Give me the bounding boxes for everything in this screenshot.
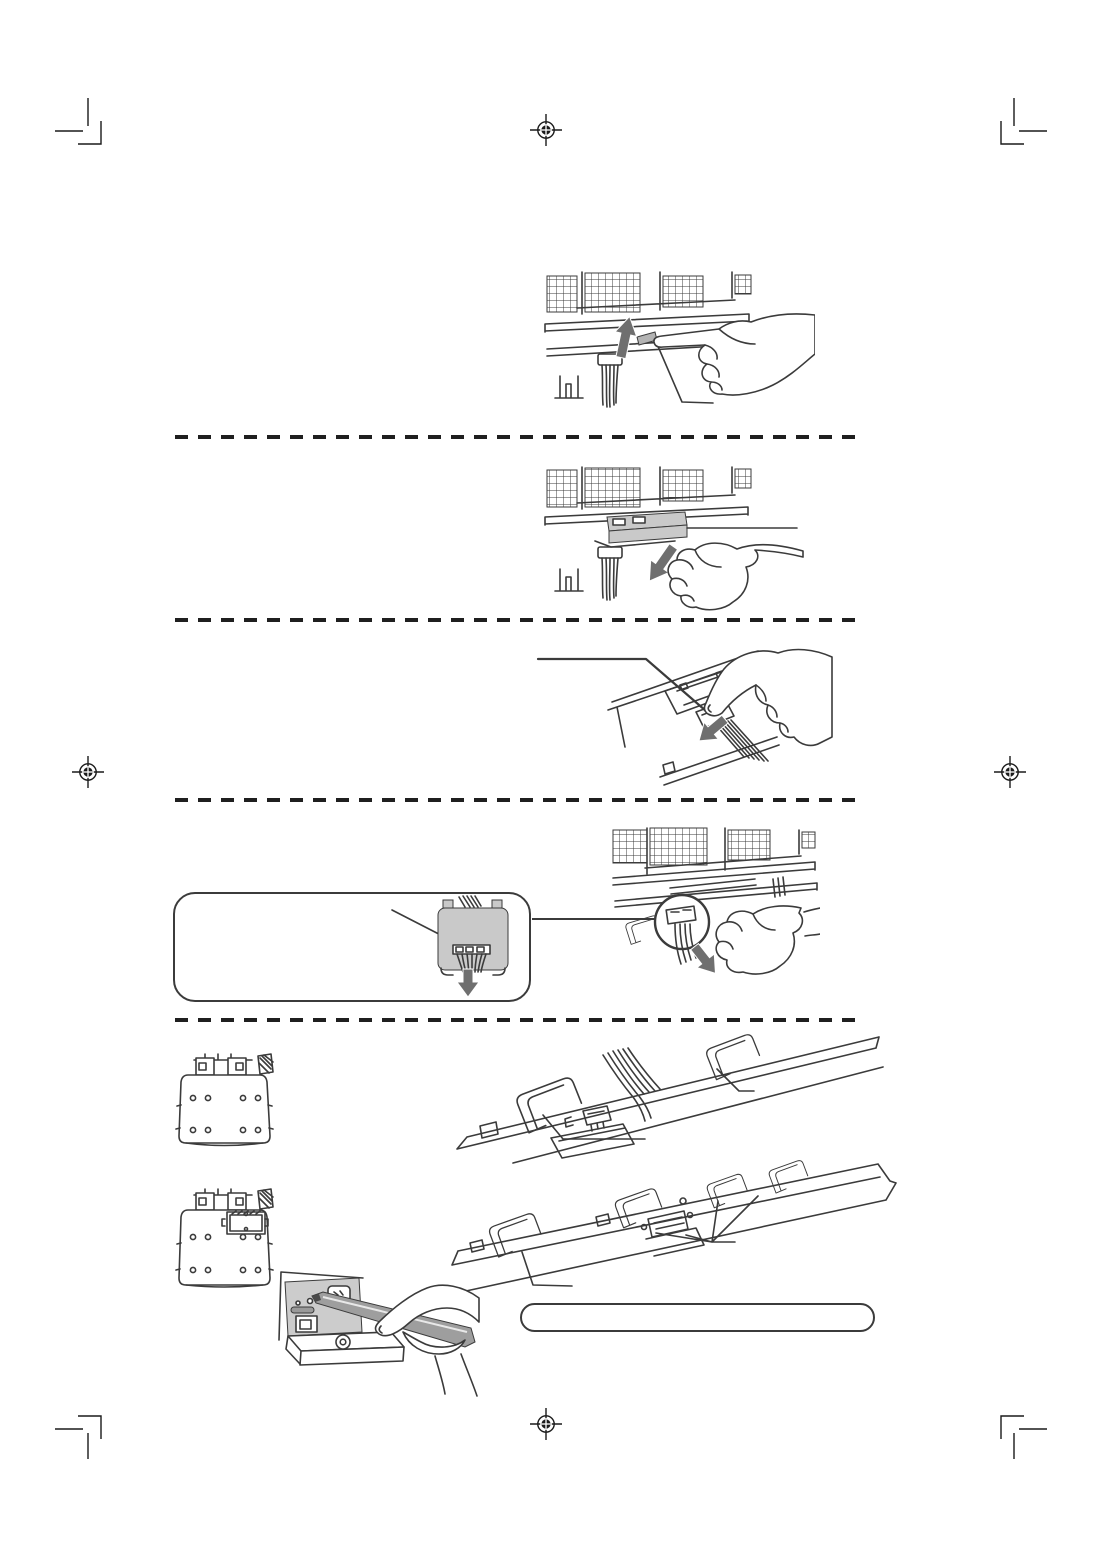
- cable-clamp: [555, 569, 583, 591]
- down-arrow-icon: [457, 969, 479, 997]
- speaker-bar: [613, 862, 817, 907]
- crop-mark-top-right-icon: [994, 94, 1050, 150]
- rail-lines: [452, 1164, 896, 1291]
- dashed-separator: [175, 435, 858, 439]
- step3-illustration: [530, 645, 835, 797]
- grille: [613, 828, 815, 874]
- pen-press-illustration: [275, 1270, 480, 1402]
- crop-mark-bottom-right-icon: [994, 1410, 1050, 1466]
- recessed-button: [308, 1299, 313, 1304]
- dashed-separator: [175, 798, 858, 802]
- tray: [286, 1332, 404, 1365]
- rail-connectors-illustration: [450, 1155, 898, 1303]
- step1-illustration: [535, 258, 815, 426]
- mounted-module: [222, 1211, 268, 1234]
- removed-module: [595, 512, 687, 547]
- cable-clamp: [514, 1076, 585, 1134]
- note-box: [520, 1303, 875, 1332]
- cable-bundle: [598, 354, 622, 407]
- registration-mark-left-icon: [70, 754, 106, 790]
- crop-mark-bottom-left-icon: [52, 1410, 108, 1466]
- device-rear-with-module: [172, 1185, 277, 1290]
- step4-callout-illustration: [173, 892, 532, 1007]
- grille: [547, 272, 751, 314]
- connector-clamp: [768, 1159, 810, 1193]
- grille: [547, 467, 751, 509]
- cable-bundle: [598, 547, 622, 600]
- step4-illustration: [605, 820, 820, 988]
- dashed-separator: [175, 1018, 858, 1022]
- device-rear-plain: [172, 1050, 277, 1150]
- crop-mark-top-left-icon: [52, 94, 108, 150]
- connector-clamp: [706, 1173, 750, 1208]
- rail-clamps-illustration: [455, 1025, 887, 1173]
- connector-module: [438, 896, 508, 975]
- arm-lines: [804, 908, 820, 936]
- hand: [716, 906, 802, 974]
- dashed-separator: [175, 618, 858, 622]
- cable-clamp: [704, 1033, 762, 1080]
- registration-mark-right-icon: [992, 754, 1028, 790]
- hand: [668, 543, 803, 610]
- hand: [704, 650, 832, 746]
- wire-bundle: [603, 1048, 660, 1121]
- step2-illustration: [535, 455, 805, 615]
- registration-mark-bottom-icon: [528, 1406, 564, 1442]
- hand: [654, 314, 815, 395]
- rail-lines: [457, 1037, 883, 1163]
- registration-mark-top-icon: [528, 112, 564, 148]
- cable-clamp: [555, 376, 583, 398]
